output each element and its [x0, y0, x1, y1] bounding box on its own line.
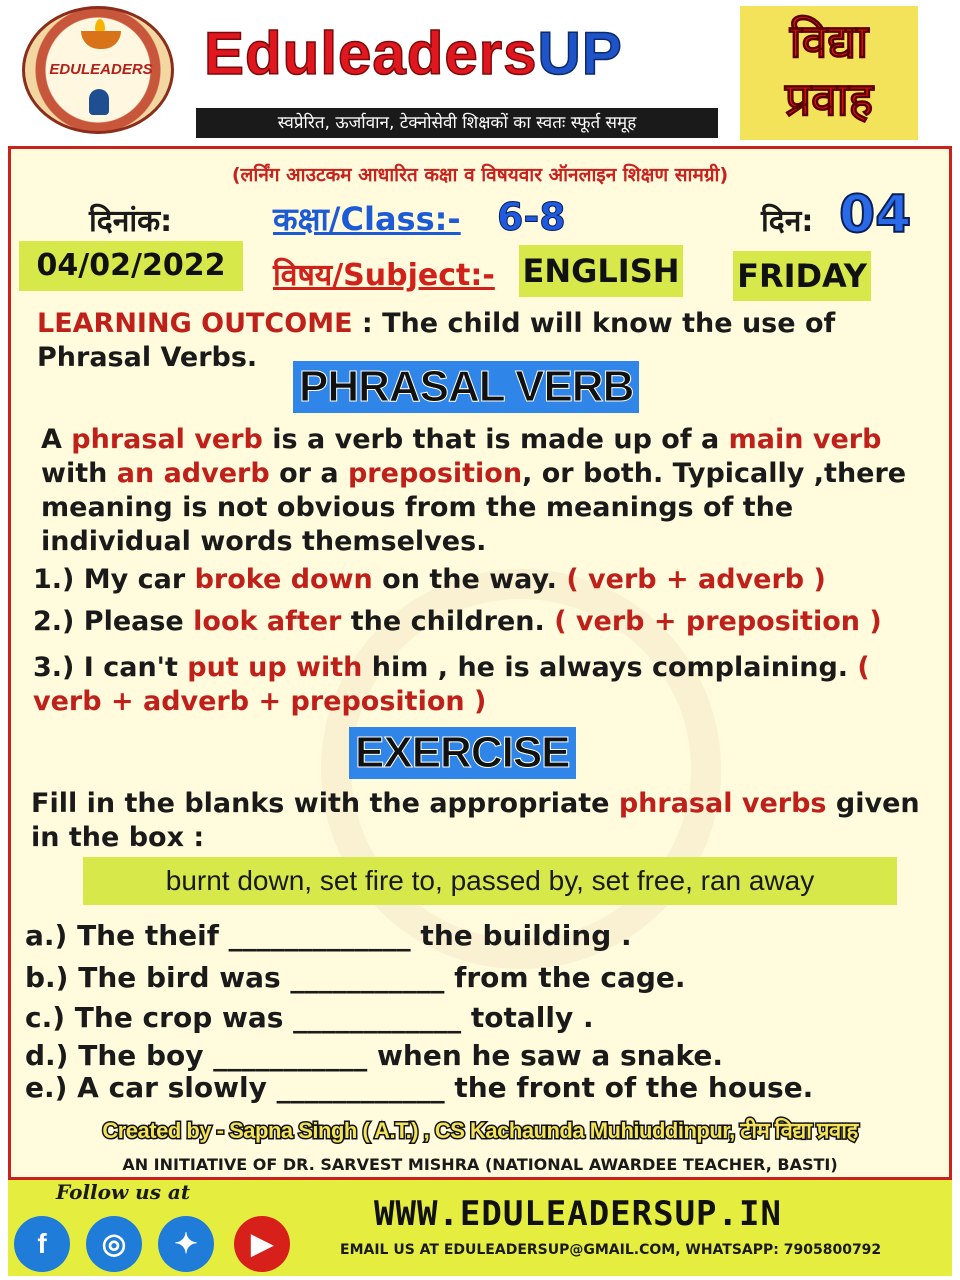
- exercise-heading: EXERCISE: [349, 727, 576, 779]
- example-2: [33, 605, 943, 639]
- brand-title-blue: UP: [537, 20, 623, 87]
- example-text: 2.) Please: [33, 606, 194, 637]
- lo-label: LEARNING OUTCOME: [37, 308, 353, 339]
- example-text: on the way.: [372, 564, 567, 595]
- eduleaders-logo: [22, 6, 174, 134]
- date-value: 04/02/2022: [19, 241, 243, 291]
- example-text: 3.) I can't: [33, 652, 188, 683]
- vidya-pravah-badge: [740, 6, 918, 140]
- def-text: with: [41, 458, 117, 489]
- day-name: FRIDAY: [733, 251, 871, 301]
- instr-text: Fill in the blanks with the appropriate: [31, 788, 619, 819]
- example-phrase: broke down: [194, 564, 373, 595]
- def-text: or a: [269, 458, 348, 489]
- tagline: स्वप्रेरित, ऊर्जावान, टेक्नोसेवी शिक्षकों का स्वतः स्फूर्त समूह: [196, 108, 718, 138]
- pravah-word: प्रवाह: [784, 72, 874, 126]
- def-term: phrasal verb: [71, 424, 263, 455]
- exercise-instructions: [31, 787, 941, 855]
- twitter-icon[interactable]: ✦: [158, 1216, 214, 1272]
- lamp-icon: [81, 31, 121, 49]
- example-text: the children.: [341, 606, 555, 637]
- brand-title-red: Eduleaders: [204, 20, 538, 87]
- question-c: c.) The crop was ____________ totally .: [25, 1001, 594, 1034]
- question-d: d.) The boy ___________ when he saw a snake.: [25, 1039, 723, 1072]
- example-type: ( verb + adverb + preposition ): [33, 652, 870, 717]
- date-label: दिनांक:: [89, 204, 173, 239]
- instr-highlight: phrasal verbs: [618, 788, 827, 819]
- question-a: a.) The theif _____________ the building .: [25, 919, 632, 952]
- phrasal-verb-heading: PHRASAL VERB: [293, 361, 639, 413]
- youtube-icon[interactable]: ▶: [234, 1216, 290, 1272]
- vidya-word: विद्या: [789, 14, 869, 68]
- lo-text: : The child will know the use of Phrasal Verbs.: [37, 308, 836, 373]
- subtitle: (लर्निंग आउटकम आधारित कक्षा व विषयवार ऑनलाइन शिक्षण सामग्री): [231, 164, 729, 186]
- contact-info: EMAIL US AT EDULEADERSUP@GMAIL.COM, WHATSAPP: 7905800792: [340, 1242, 882, 1258]
- follow-us-label: Follow us at: [56, 1180, 191, 1204]
- logo-text: EDULEADERS: [49, 61, 153, 78]
- class-value: 6-8: [497, 195, 566, 239]
- brand-title: [204, 14, 623, 94]
- footer: [8, 1180, 952, 1276]
- example-phrase: put up with: [187, 652, 363, 683]
- header: [0, 0, 960, 140]
- initiative-note: AN INITIATIVE OF DR. SARVEST MISHRA (NATIONAL AWARDEE TEACHER, BASTI): [122, 1155, 838, 1174]
- day-number: 04: [839, 185, 912, 245]
- example-type: ( verb + adverb ): [566, 564, 826, 595]
- website-link[interactable]: WWW.EDULEADERSUP.IN: [374, 1194, 782, 1234]
- def-main-verb: main verb: [728, 424, 882, 455]
- example-1: [33, 563, 943, 597]
- question-e: e.) A car slowly ____________ the front of the house.: [25, 1071, 814, 1104]
- subject-label: विषय/Subject:-: [273, 258, 495, 293]
- creator-credit: Created by - Sapna Singh ( A.T.) , CS Kachaunda Muhiuddinpur, टीम विद्या प्रवाह: [102, 1118, 858, 1143]
- word-box: burnt down, set fire to, passed by, set free, ran away: [83, 857, 897, 905]
- worksheet-panel: [8, 146, 952, 1180]
- question-b: b.) The bird was ___________ from the cage.: [25, 961, 686, 994]
- instr-text: given in the box :: [31, 788, 920, 853]
- def-text: , or both. Typically ,there meaning is not obvious from the meanings of the individual words themselves.: [41, 458, 907, 557]
- example-type: ( verb + preposition ): [554, 606, 882, 637]
- def-adverb: an adverb: [116, 458, 270, 489]
- definition-paragraph: [41, 423, 941, 559]
- example-text: 1.) My car: [33, 564, 195, 595]
- def-preposition: preposition: [347, 458, 523, 489]
- def-text: is a verb that is made up of a: [262, 424, 729, 455]
- example-text: him , he is always complaining.: [362, 652, 858, 683]
- day-label: दिन:: [761, 204, 814, 239]
- def-text: A: [41, 424, 72, 455]
- instagram-icon[interactable]: ◎: [86, 1216, 142, 1272]
- example-phrase: look after: [193, 606, 342, 637]
- class-label: कक्षा/Class:-: [273, 200, 461, 238]
- person-icon: [89, 89, 109, 115]
- example-3: [33, 651, 943, 719]
- subject-value: ENGLISH: [519, 245, 683, 297]
- facebook-icon[interactable]: f: [14, 1216, 70, 1272]
